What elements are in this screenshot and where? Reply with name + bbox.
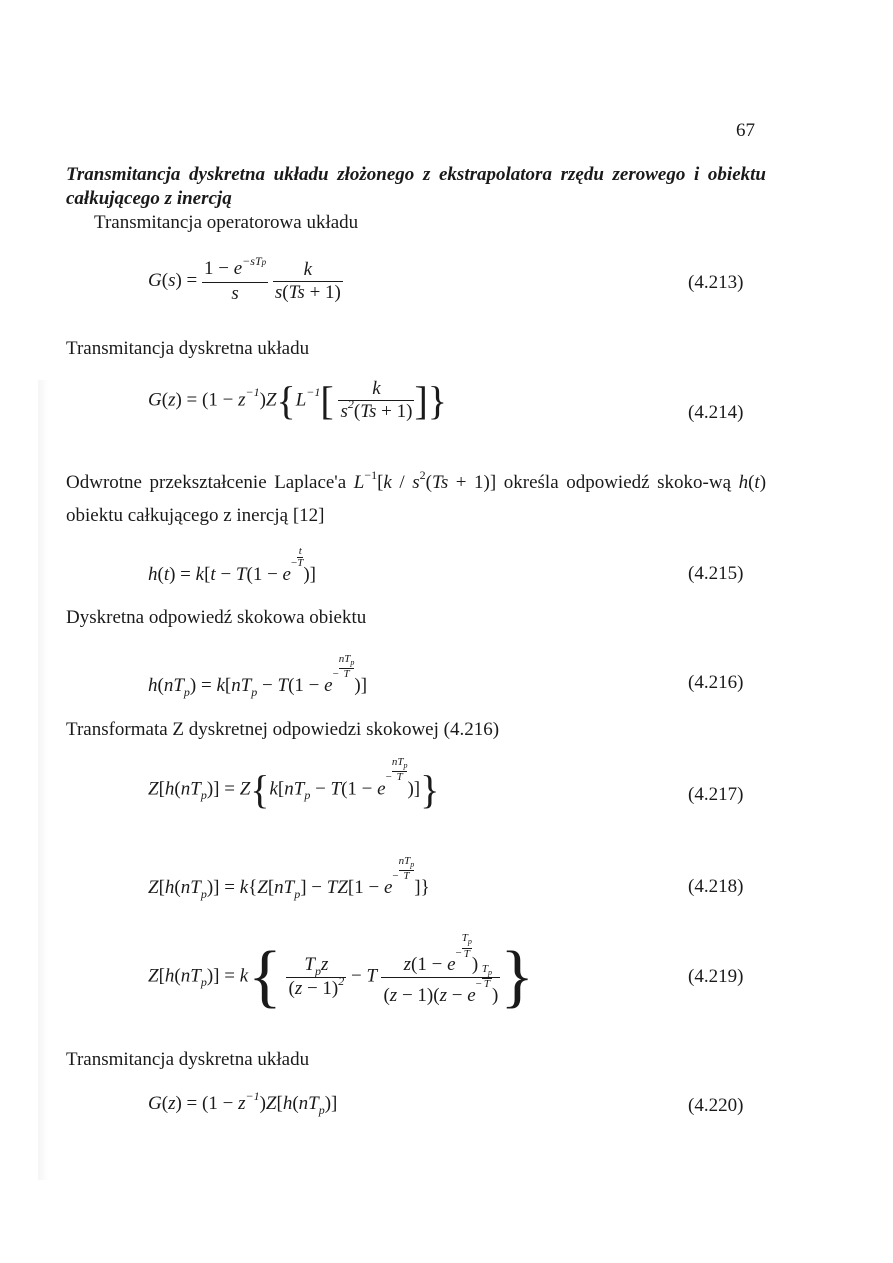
equation-number-4-216: (4.216): [688, 672, 744, 693]
text-dyskretna-odpowiedz: Dyskretna odpowiedź skokowa obiektu: [66, 607, 367, 628]
equation-4-213: G(s) = $\frac{1 - e^{-sTp}}{s}$ $\frac{k}{s(Ts + 1)}$: [148, 254, 341, 304]
page-number: 67: [736, 120, 755, 141]
laplace-text-1: Odwrotne przekształcenie Laplace'a: [66, 472, 347, 493]
equation-4-218: $Z[h(nT_p)] = k\{Z[nT_p] - TZ[1 - e-$ $nT_p$ T ]}: [148, 855, 430, 902]
equation-number-4-218: (4.218): [688, 876, 744, 897]
equation-4-216: $h(nT_p) = k[nT_p - T(1 - e-$ $nT_p$ T )]: [148, 653, 368, 700]
equation-number-4-214: (4.214): [688, 402, 744, 423]
equation-number-4-220: (4.220): [688, 1095, 744, 1116]
intro-text: Transmitancja operatorowa układu: [94, 212, 359, 233]
laplace-text-2: określa odpowiedź skoko-wą: [503, 472, 732, 493]
equation-number-4-215: (4.215): [688, 563, 744, 584]
equation-4-215: h(t) = k[t − T(1 − e− $\frac{t}{T}$ )]: [148, 545, 316, 585]
scan-shadow: [38, 380, 48, 1180]
text-transformata: Transformata Z dyskretnej odpowiedzi skokowej (4.216): [66, 719, 500, 740]
equation-4-219: $Z[h(nT_p)] = k${ $\frac{T_pz}{(z - 1)^2}$ − T z(1 − e− $\frac{T_p}{T}$ ) (z − 1)(z − e− $\frac{T_p}{T}$ ) }: [148, 932, 534, 1015]
section-heading: Transmitancja dyskretna układu złożonego z ekstrapolatora rzędu zerowego i obiektu całkującego z inercją: [66, 164, 766, 209]
laplace-text-3: obiektu całkującego z inercją [12]: [66, 505, 325, 526]
equation-number-4-217: (4.217): [688, 784, 744, 805]
text-transmitancja-dyskretna: Transmitancja dyskretna układu: [66, 338, 310, 359]
equation-number-4-213: (4.213): [688, 272, 744, 293]
equation-4-214: $G(z) = (1 - z^{-1})Z\{L^{-1}$[ $\frac{k}{s^2(Ts + 1)}$ ]}: [148, 378, 447, 423]
text-transmitancja-final: Transmitancja dyskretna układu: [66, 1049, 310, 1070]
laplace-paragraph: Odwrotne przekształcenie Laplace'a $L^{-1}[k / s^2(Ts + 1)]$ określa odpowiedź skoko-wą h(t) obiektu całkującego z inercją [12]: [66, 468, 767, 526]
equation-number-4-219: (4.219): [688, 966, 744, 987]
equation-4-220: $G(z) = (1 - z^{-1})Z[h(nT_p)]$: [148, 1089, 338, 1117]
equation-4-217: $Z[h(nT_p)] = Z\{k[nT_p - T(1 - e-$ $nT_p$ T )]}: [148, 756, 440, 812]
